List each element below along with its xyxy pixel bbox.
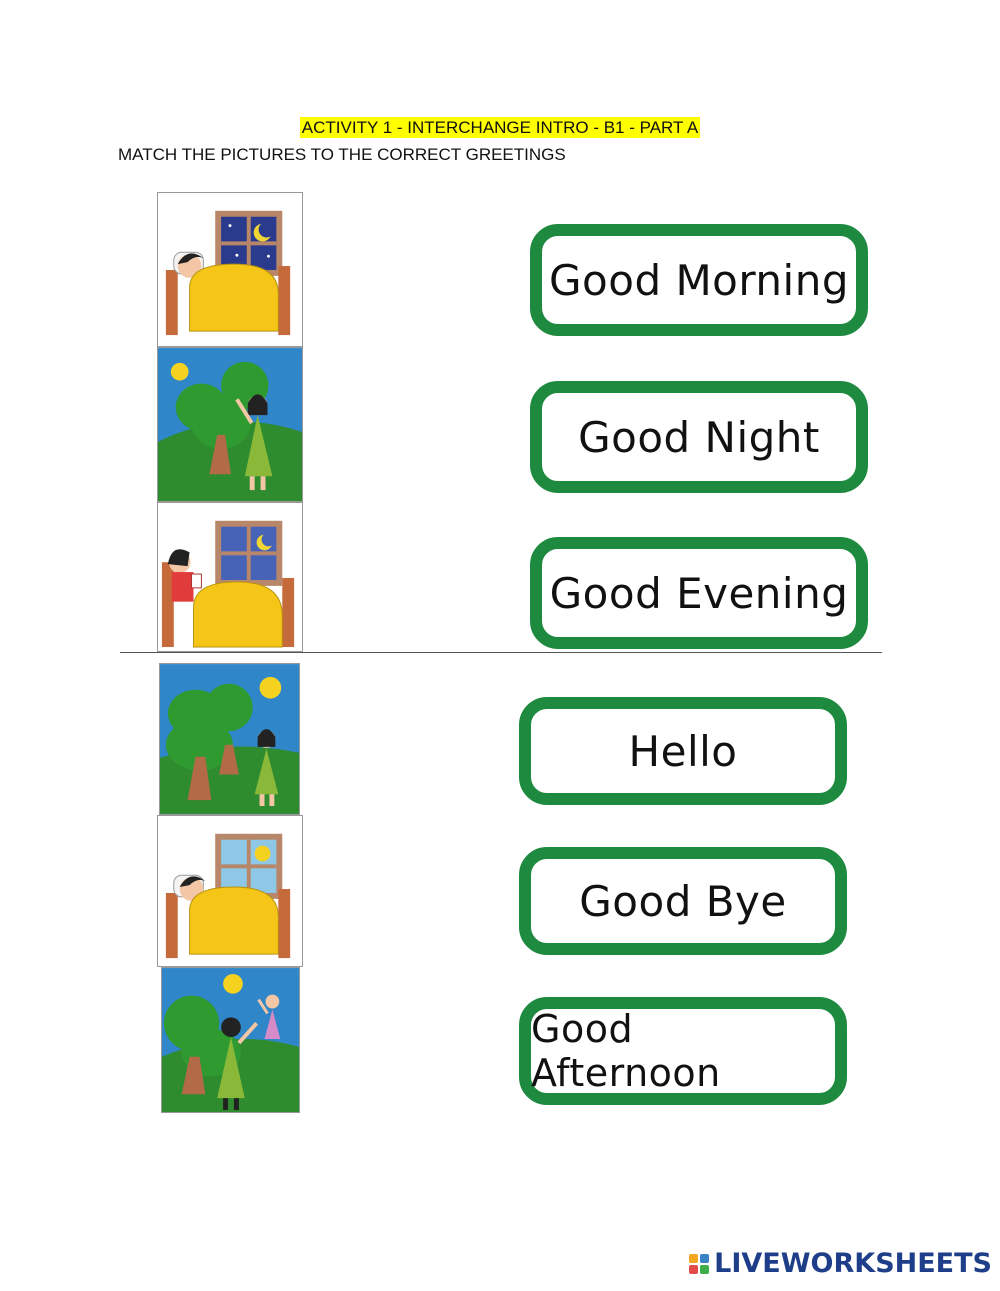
- greeting-label: Hello: [628, 726, 738, 776]
- picture-waving-sunny-park: [157, 347, 303, 502]
- picture-sleeping-night: [157, 192, 303, 347]
- page-title: [0, 118, 1000, 138]
- waving-sunny-park-icon: [158, 348, 302, 501]
- instruction-text: MATCH THE PICTURES TO THE CORRECT GREETINGS: [118, 145, 566, 164]
- logo-text: LIVEWORKSHEETS: [714, 1248, 992, 1279]
- greeting-card-good-evening[interactable]: [530, 537, 868, 649]
- picture-reading-night: [157, 502, 303, 652]
- greeting-label: Good Night: [578, 412, 820, 462]
- title-text: ACTIVITY 1 - INTERCHANGE INTRO - B1 - PART A: [301, 118, 699, 137]
- standing-sunny-park-icon: [160, 664, 299, 814]
- greeting-label: Good Afternoon: [531, 1007, 721, 1095]
- greeting-label: Good Evening: [549, 568, 849, 618]
- greeting-card-good-morning[interactable]: [530, 224, 868, 336]
- sleeping-night-icon: [158, 193, 302, 346]
- greeting-card-hello[interactable]: [519, 697, 847, 805]
- waking-morning-icon: [158, 816, 302, 966]
- greeting-label: Good Morning: [549, 255, 849, 305]
- section-divider: [120, 652, 882, 653]
- liveworksheets-logo: [689, 1248, 992, 1279]
- greeting-card-good-afternoon[interactable]: [519, 997, 847, 1105]
- waving-goodbye-park-icon: [162, 968, 299, 1112]
- logo-mark-icon: [689, 1254, 709, 1274]
- picture-waking-morning: [157, 815, 303, 967]
- reading-night-icon: [158, 503, 302, 651]
- greeting-card-good-night[interactable]: [530, 381, 868, 493]
- greeting-card-good-bye[interactable]: [519, 847, 847, 955]
- picture-standing-sunny-park: [159, 663, 300, 815]
- greeting-label: Good Bye: [579, 876, 787, 926]
- picture-waving-goodbye-park: [161, 967, 300, 1113]
